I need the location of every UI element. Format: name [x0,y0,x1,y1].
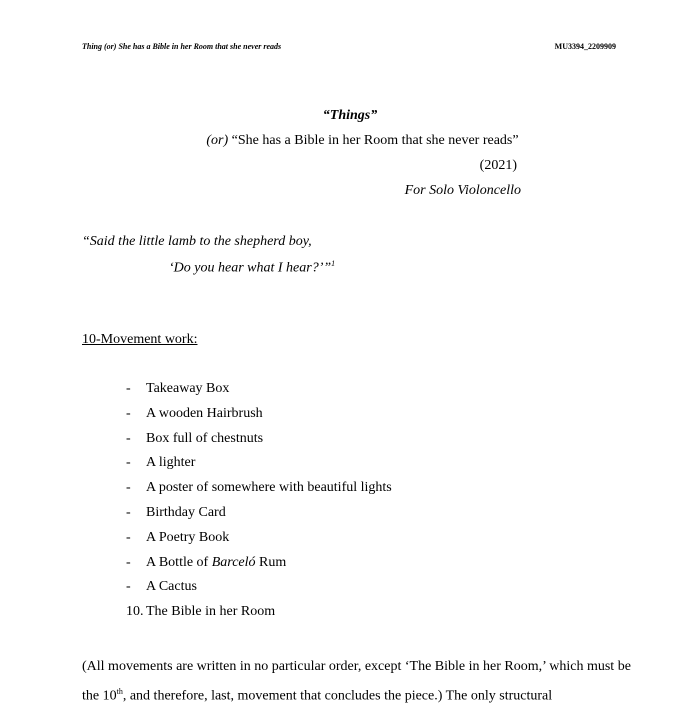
list-marker: - [126,455,131,471]
movement-title: The Bible in her Room [146,604,276,620]
list-item [0,530,700,555]
list-item [0,480,700,505]
movement-title: A Poetry Book [146,529,230,545]
paragraph-superscript: th [116,687,123,696]
list-item [0,555,700,580]
movement-title: Box full of chestnuts [146,430,264,446]
movement-title: A Cactus [146,579,197,595]
list-marker: - [126,430,131,446]
movement-title [146,555,286,571]
running-header-title: Thing (or) She has a Bible in her Room that she never reads [82,42,282,51]
list-marker: - [126,554,131,570]
work-subtitle [0,133,700,149]
section-heading: 10-Movement work: [82,332,198,347]
epigraph-line-2-text: ‘Do you hear what I hear?’” [169,260,332,276]
list-number: 10. [126,604,144,620]
running-header-id: MU3394_2209909 [554,42,616,51]
movement-title: A lighter [146,455,196,471]
movement-title-pre: A Bottle of [146,554,212,570]
movement-title: Birthday Card [146,504,226,520]
movement-list [0,381,700,629]
footnote-mark: 1 [331,259,336,268]
movement-title: Takeaway Box [146,381,230,396]
movement-title-italic: Barceló [211,554,256,570]
list-item [0,455,700,480]
list-item [0,579,700,604]
list-marker: - [126,579,131,595]
movement-title-post: Rum [255,554,287,570]
work-title: “Things” [322,108,378,123]
body-paragraph [82,654,642,709]
list-marker: - [126,529,131,545]
instrumentation: For Solo Violoncello [404,183,521,198]
paragraph-part-2: , and therefore, last, movement that concludes the piece.) The only structural [122,688,553,704]
list-marker: - [126,504,131,520]
paragraph-part-1: (All movements are written in no particular order, except ‘The Bible in her Room,’ which must be the 10 [82,659,631,704]
list-marker: - [126,381,131,396]
epigraph-line-2 [169,259,335,277]
list-item [0,505,700,530]
epigraph-line-1: “Said the little lamb to the shepherd boy, [82,234,312,249]
movement-title: A poster of somewhere with beautiful lights [146,480,392,496]
composition-year: (2021) [479,158,517,173]
list-item [0,381,700,406]
movement-title: A wooden Hairbrush [146,405,263,421]
list-item [0,431,700,456]
list-item [0,406,700,431]
list-item [0,604,700,629]
list-marker: - [126,405,131,421]
list-marker: - [126,480,131,496]
subtitle-prefix: (or) [206,133,229,148]
subtitle-text: “She has a Bible in her Room that she never reads” [228,133,519,148]
